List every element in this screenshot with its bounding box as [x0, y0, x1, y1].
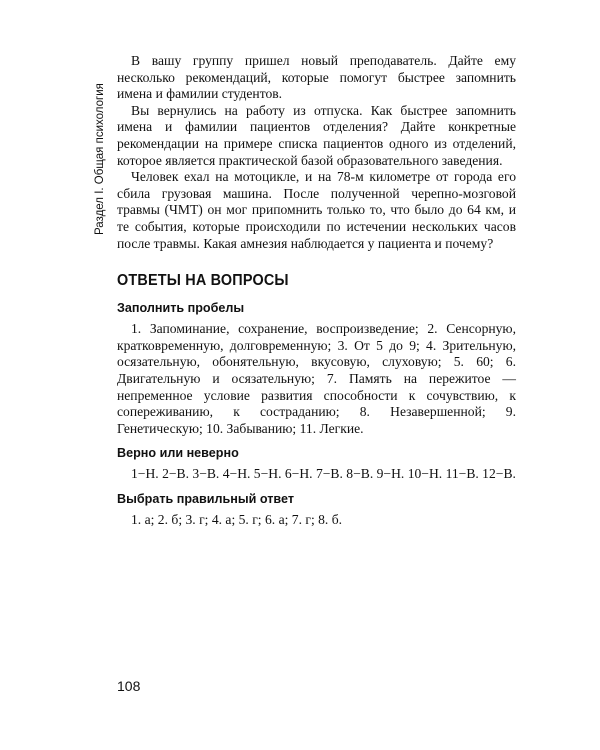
fill-blanks-title: Заполнить пробелы [117, 301, 245, 316]
exercise-paragraph: Человек ехал на мотоцикле, и на 78-м километре от города его сбила грузовая машина. После полученной черепно-мозговой травмы (ЧМТ) он мог припомнить только то, что было до 64 км, и те события, которые происходили по истечении нескольких часов после травмы. Какая амнезия наблюдается у пациента и почему? [117, 169, 516, 251]
exercise-paragraph: В вашу группу пришел новый преподаватель. Дайте ему несколько рекомендаций, которые помогут быстрее запомнить имена и фамилии студентов. [117, 53, 516, 102]
exercise-paragraph: Вы вернулись на работу из отпуска. Как быстрее запомнить имена и фамилии пациентов отделения? Дайте конкретные рекомендации на примере списка пациентов одного из отделений, которое является практической базой образовательного заведения. [117, 102, 516, 168]
choose-answer-answers: 1. а; 2. б; 3. г; 4. а; 5. г; 6. а; 7. г; 8. б. [131, 511, 343, 527]
answers-section-title: ОТВЕТЫ НА ВОПРОСЫ [117, 272, 289, 290]
running-head: Раздел I. Общая психология [94, 83, 106, 235]
page-number: 108 [117, 678, 141, 694]
fill-blanks-answers: 1. Запоминание, сохранение, воспроизведение; 2. Сенсорную, кратковременную, долговременную; 3. От 5 до 9; 4. Зрительную, осязательную, обонятельную, вкусовую, слуховую; 5. 60; 6. Двигательную и осязательную; 7. Память на пережитое — непременное условие развития способности к сочувствию, к сопереживанию, к состраданию; 8. Незавершенной; 9. Генетическую; 10. Забыванию; 11. Легкие. [117, 321, 516, 436]
true-false-answers: 1−Н. 2−В. 3−В. 4−Н. 5−Н. 6−Н. 7−В. 8−В. 9−Н. 10−Н. 11−В. 12−В. [131, 466, 516, 482]
choose-answer-title: Выбрать правильный ответ [117, 491, 294, 506]
page-content [117, 53, 516, 528]
true-false-title: Верно или неверно [117, 446, 239, 461]
